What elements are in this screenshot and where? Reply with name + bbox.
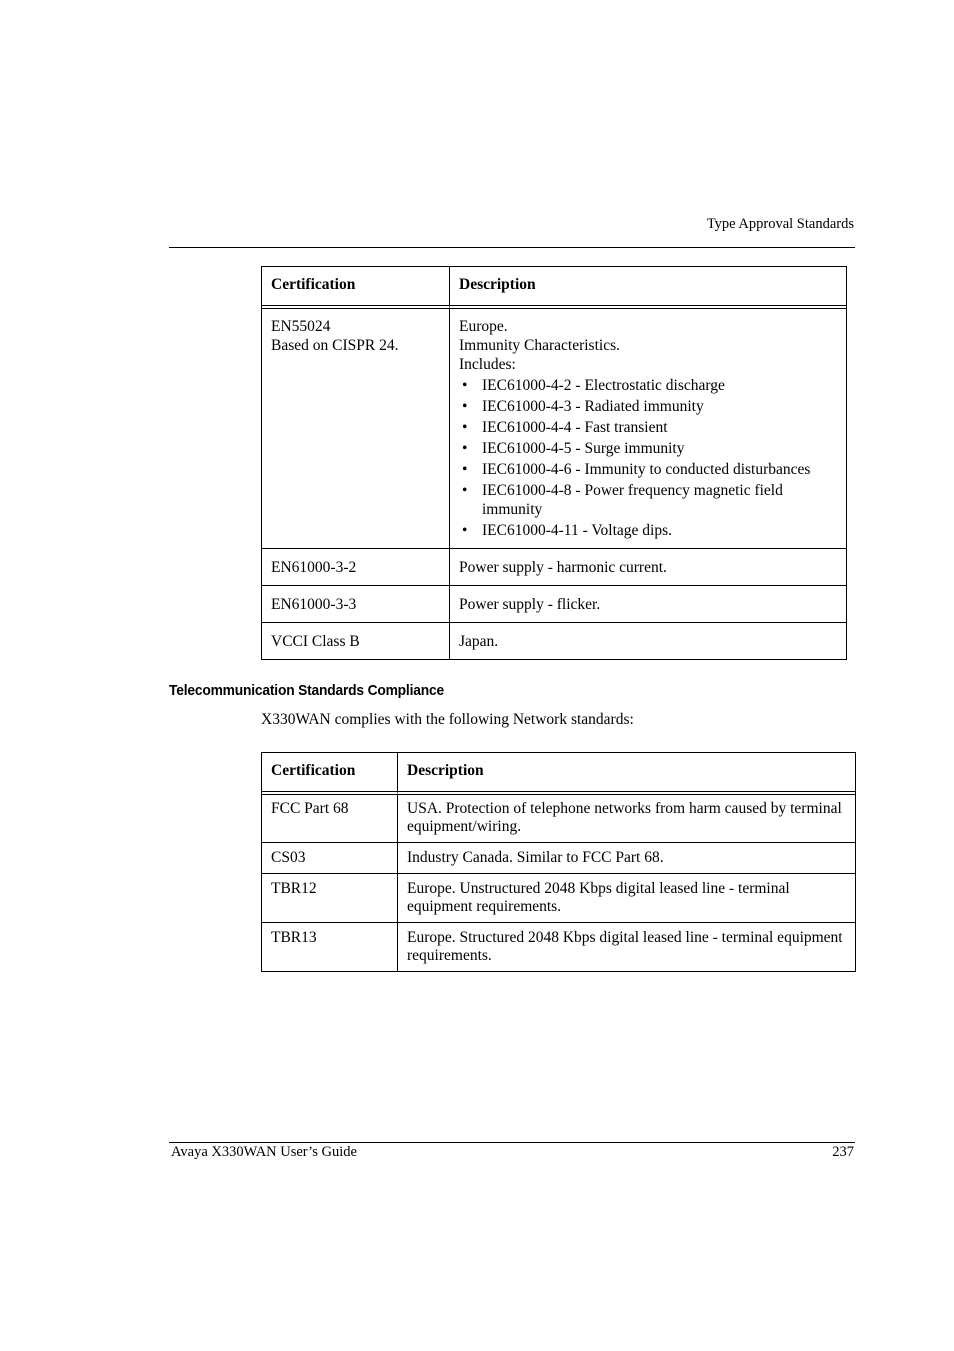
description-cell: Japan. <box>449 622 846 659</box>
description-cell: Industry Canada. Similar to FCC Part 68. <box>397 842 855 873</box>
table-row <box>262 795 855 842</box>
certification-cell: FCC Part 68 <box>271 800 349 817</box>
footer-document-title: Avaya X330WAN User’s Guide <box>171 1144 357 1160</box>
table-header-row <box>262 267 846 309</box>
description-cell: Power supply - harmonic current. <box>449 548 846 585</box>
certification-cell: EN61000-3-2 <box>262 548 449 585</box>
bullet-item: • IEC61000-4-5 - Surge immunity <box>459 439 838 458</box>
section-heading: Telecommunication Standards Compliance <box>169 682 444 699</box>
table-row <box>262 585 846 622</box>
description-cell: Power supply - flicker. <box>449 585 846 622</box>
emission-standards-table <box>261 266 847 660</box>
table-header-row <box>262 753 855 795</box>
network-standards-table <box>261 752 856 972</box>
certification-cell: VCCI Class B <box>262 622 449 659</box>
certification-name: EN55024 <box>271 318 331 335</box>
table-row <box>262 842 855 873</box>
description-line: Includes: <box>459 356 516 373</box>
header-rule <box>169 247 855 248</box>
table-row <box>262 873 855 922</box>
table-row <box>262 922 855 971</box>
certification-cell: CS03 <box>262 842 397 873</box>
description-line: Europe. <box>459 318 508 335</box>
table-row <box>262 622 846 659</box>
page-number: 237 <box>832 1144 854 1160</box>
description-cell <box>449 309 846 548</box>
certification-cell <box>262 309 449 548</box>
column-header-certification: Certification <box>262 267 449 309</box>
bullet-item: • IEC61000-4-11 - Voltage dips. <box>459 521 838 540</box>
column-header-certification: Certification <box>262 753 397 795</box>
column-header-description: Description <box>397 753 855 795</box>
intro-paragraph: X330WAN complies with the following Network standards: <box>261 711 634 728</box>
table-row <box>262 309 846 548</box>
table-row <box>262 548 846 585</box>
column-header-description: Description <box>449 267 846 309</box>
bullet-item: • IEC61000-4-2 - Electrostatic discharge <box>459 376 838 395</box>
description-line: Immunity Characteristics. <box>459 337 620 354</box>
certification-note: Based on CISPR 24. <box>271 337 399 354</box>
description-cell: Europe. Structured 2048 Kbps digital leased line - terminal equipment requirements. <box>397 922 855 971</box>
certification-cell: TBR12 <box>262 873 397 922</box>
bullet-item: • IEC61000-4-4 - Fast transient <box>459 418 838 437</box>
certification-cell: TBR13 <box>262 922 397 971</box>
footer-rule <box>169 1142 855 1143</box>
bullet-list <box>459 376 838 540</box>
bullet-item: • IEC61000-4-8 - Power frequency magnetic field immunity <box>459 481 838 519</box>
running-header: Type Approval Standards <box>706 216 854 232</box>
certification-cell: EN61000-3-3 <box>262 585 449 622</box>
description-cell: Europe. Unstructured 2048 Kbps digital leased line - terminal equipment requirements. <box>397 873 855 922</box>
bullet-item: • IEC61000-4-6 - Immunity to conducted disturbances <box>459 460 838 479</box>
bullet-item: • IEC61000-4-3 - Radiated immunity <box>459 397 838 416</box>
description-cell: USA. Protection of telephone networks from harm caused by terminal equipment/wiring. <box>397 795 855 842</box>
